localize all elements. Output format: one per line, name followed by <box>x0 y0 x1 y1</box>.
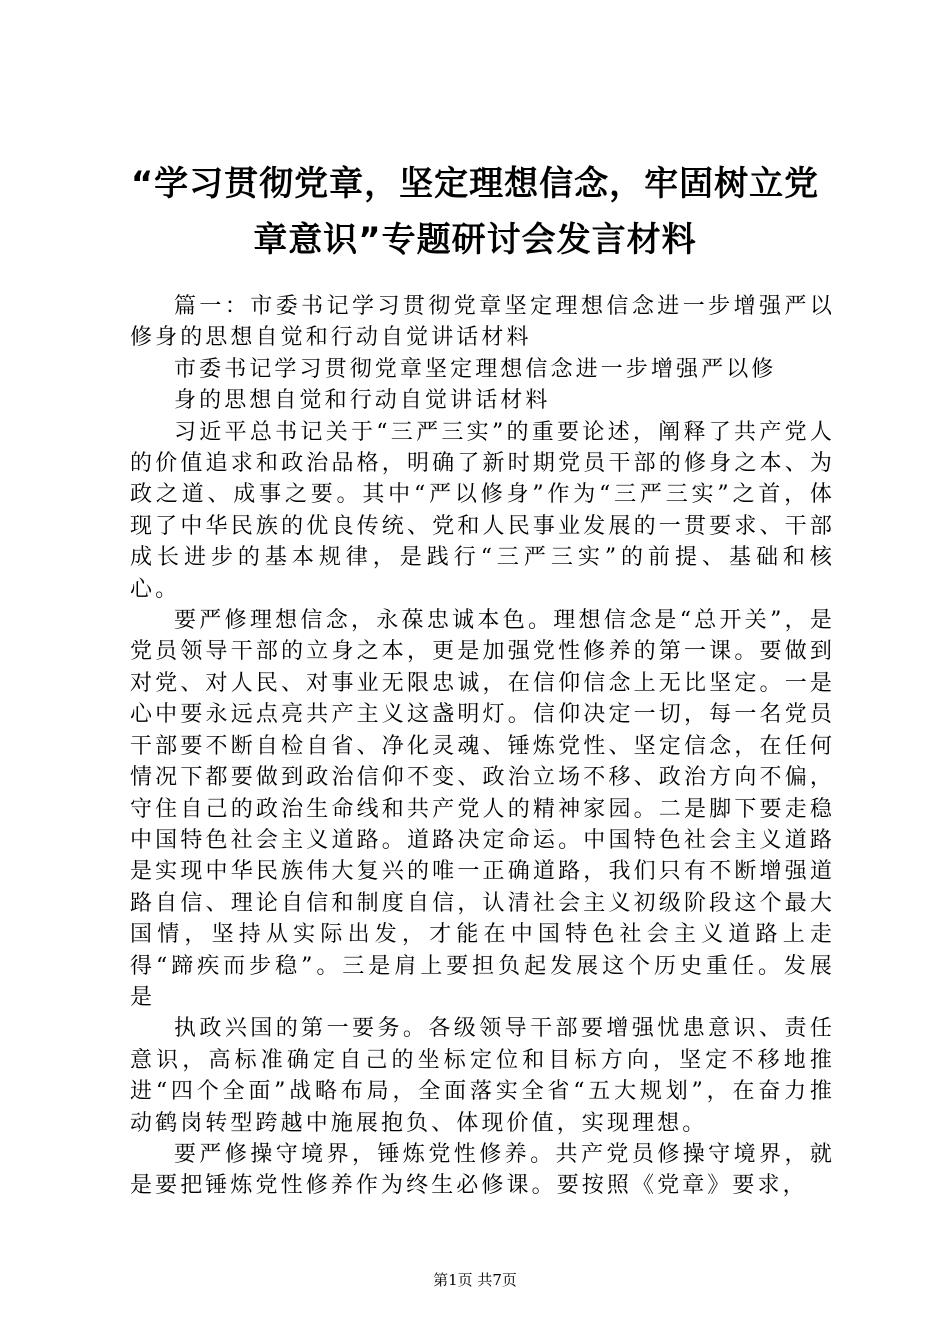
paragraph-5: 要严修理想信念，永葆忠诚本色。理想信念是“总开关”，是党员领导干部的立身之本，更是加强党性修养的第一课。要做到对党、对人民、对事业无限忠诚，在信仰信念上无比坚定。一是心中要永远点亮共产主义这盏明灯。信仰决定一切，每一名党员干部要不断自检自省、净化灵魂、锤炼党性、坚定信念，在任何情况下都要做到政治信仰不变、政治立场不移、政治方向不偏，守住自己的政治生命线和共产党人的精神家园。二是脚下要走稳中国特色社会主义道路。道路决定命运。中国特色社会主义道路是实现中华民族伟大复兴的唯一正确道路，我们只有不断增强道路自信、理论自信和制度自信，认清社会主义初级阶段这个最大国情，坚持从实际出发，才能在中国特色社会主义道路上走得“蹄疾而步稳”。三是肩上要担负起发展这个历史重任。发展是 <box>130 608 835 1010</box>
page-number-footer: 第1页 共7页 <box>433 1271 517 1289</box>
paragraph-6: 执政兴国的第一要务。各级领导干部要增强忧患意识、责任意识，高标准确定自己的坐标定位和目标方向，坚定不移地推进“四个全面”战略布局，全面落实全省“五大规划”，在奋力推动鹤岗转型跨越中施展抱负、体现价值，实现理想。 <box>130 1016 835 1136</box>
document-title-line-2: 章意识”专题研讨会发言材料 <box>253 220 697 260</box>
paragraph-2: 市委书记学习贯彻党章坚定理想信念进一步增强严以修 <box>174 356 777 382</box>
paragraph-1: 篇一：市委书记学习贯彻党章坚定理想信念进一步增强严以修身的思想自觉和行动自觉讲话材料 <box>130 294 835 351</box>
paragraph-7: 要严修操守境界，锤炼党性修养。共产党员修操守境界，就是要把锤炼党性修养作为终生必修课。要按照《党章》要求， <box>130 1141 835 1199</box>
paragraph-3: 身的思想自觉和行动自觉讲话材料 <box>174 388 551 414</box>
document-body <box>130 291 835 1202</box>
paragraph-4: 习近平总书记关于“三严三实”的重要论述，阐释了共产党人的价值追求和政治品格，明确了新时期党员干部的修身之本、为政之道、成事之要。其中“严以修身”作为“三严三实”之首，体现了中华民族的优良传统、党和人民事业发展的一贯要求、干部成长进步的基本规律，是践行“三严三实”的前提、基础和核心。 <box>130 419 835 602</box>
document-title-line-1: “学习贯彻党章，坚定理想信念，牢固树立党 <box>130 164 820 204</box>
